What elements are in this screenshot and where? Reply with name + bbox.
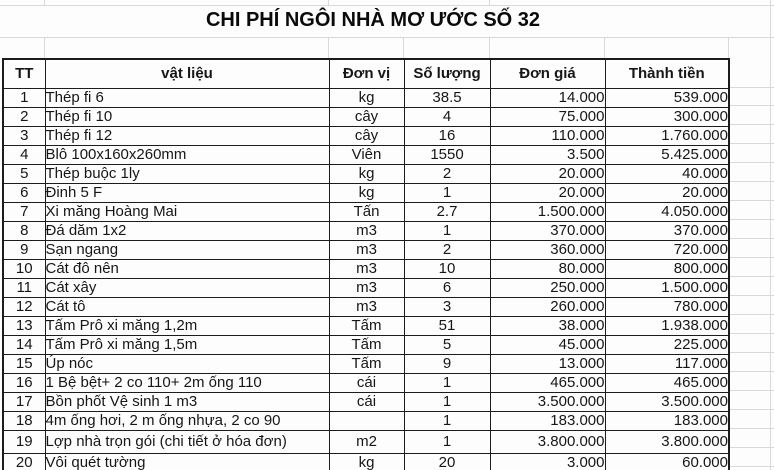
cell-total[interactable]: 1.760.000	[605, 126, 729, 145]
table-header	[3, 59, 729, 88]
col-header-total[interactable]: Thành tiền	[605, 59, 729, 88]
cell-unit[interactable]: cái	[329, 392, 404, 411]
table-row	[3, 259, 729, 278]
cell-material[interactable]: Cát xây	[45, 278, 329, 297]
gridline	[728, 37, 729, 58]
table-row	[3, 453, 729, 470]
cell-price[interactable]: 370.000	[490, 221, 605, 240]
cell-tt[interactable]: 14	[3, 335, 45, 354]
col-header-tt[interactable]: TT	[3, 59, 45, 88]
cell-unit[interactable]: m3	[329, 221, 404, 240]
cell-material[interactable]: Cát đô nên	[45, 259, 329, 278]
table-row	[3, 145, 729, 164]
cell-material[interactable]: Cát tô	[45, 297, 329, 316]
cell-material[interactable]: 4m ống hơi, 2 m ống nhựa, 2 co 90	[45, 411, 329, 430]
cell-material[interactable]: Tấm Prô xi măng 1,5m	[45, 335, 329, 354]
cell-qty[interactable]: 1	[404, 430, 490, 453]
cell-material[interactable]: Đinh 5 F	[45, 183, 329, 202]
gridline	[44, 37, 45, 58]
cell-total[interactable]: 465.000	[605, 373, 729, 392]
cell-unit[interactable]: kg	[329, 88, 404, 107]
cell-qty[interactable]: 9	[404, 354, 490, 373]
cell-total[interactable]: 720.000	[605, 240, 729, 259]
gridline	[44, 0, 45, 5]
cell-unit[interactable]: kg	[329, 164, 404, 183]
cell-total[interactable]: 3.500.000	[605, 392, 729, 411]
cell-total[interactable]: 800.000	[605, 259, 729, 278]
cell-total[interactable]: 780.000	[605, 297, 729, 316]
cell-material[interactable]: Blô 100x160x260mm	[45, 145, 329, 164]
cell-qty[interactable]: 1	[404, 373, 490, 392]
cell-material[interactable]: Bồn phốt Vệ sinh 1 m3	[45, 392, 329, 411]
gridline	[328, 0, 329, 5]
header-row	[3, 59, 729, 88]
cell-price[interactable]: 110.000	[490, 126, 605, 145]
cell-qty[interactable]: 5	[404, 335, 490, 354]
table-row	[3, 183, 729, 202]
gridline	[403, 37, 404, 58]
table-body	[3, 88, 729, 470]
cell-qty[interactable]: 2	[404, 240, 490, 259]
cell-tt[interactable]: 11	[3, 278, 45, 297]
col-header-quantity[interactable]: Số lượng	[404, 59, 490, 88]
cell-price[interactable]: 20.000	[490, 164, 605, 183]
cell-material[interactable]: Tấm Prô xi măng 1,2m	[45, 316, 329, 335]
cell-tt[interactable]: 17	[3, 392, 45, 411]
cell-material[interactable]: Thép fi 10	[45, 107, 329, 126]
table-row	[3, 392, 729, 411]
gridline	[489, 0, 490, 5]
table-row	[3, 354, 729, 373]
cell-qty[interactable]: 10	[404, 259, 490, 278]
cell-qty[interactable]: 1	[404, 183, 490, 202]
cell-price[interactable]: 465.000	[490, 373, 605, 392]
table-row	[3, 278, 729, 297]
cell-price[interactable]: 360.000	[490, 240, 605, 259]
gridline	[489, 37, 490, 58]
cell-tt[interactable]: 1	[3, 88, 45, 107]
cell-total[interactable]: 183.000	[605, 411, 729, 430]
cell-qty[interactable]: 20	[404, 453, 490, 470]
cell-material[interactable]: Xi măng Hoàng Mai	[45, 202, 329, 221]
table-row	[3, 88, 729, 107]
col-header-material[interactable]: vật liệu	[45, 59, 329, 88]
cell-unit[interactable]: Tấm	[329, 354, 404, 373]
cell-qty[interactable]: 38.5	[404, 88, 490, 107]
cell-tt[interactable]: 9	[3, 240, 45, 259]
table-row	[3, 221, 729, 240]
cell-material[interactable]: Thép buộc 1ly	[45, 164, 329, 183]
cell-unit[interactable]: m2	[329, 430, 404, 453]
cell-material[interactable]: Sạn ngang	[45, 240, 329, 259]
cell-unit[interactable]: Viên	[329, 145, 404, 164]
cell-unit[interactable]: Tấm	[329, 316, 404, 335]
cell-qty[interactable]: 1550	[404, 145, 490, 164]
cell-price[interactable]: 3.500.000	[490, 392, 605, 411]
cell-price[interactable]: 183.000	[490, 411, 605, 430]
cell-unit[interactable]: m3	[329, 297, 404, 316]
table-row	[3, 411, 729, 430]
cell-qty[interactable]: 6	[404, 278, 490, 297]
cell-unit[interactable]: Tấm	[329, 335, 404, 354]
cell-price[interactable]: 20.000	[490, 183, 605, 202]
cell-material[interactable]: Thép fi 12	[45, 126, 329, 145]
table-row	[3, 335, 729, 354]
cell-price[interactable]: 1.500.000	[490, 202, 605, 221]
cell-tt[interactable]: 3	[3, 126, 45, 145]
table-row	[3, 373, 729, 392]
gridline	[729, 87, 774, 470]
cell-price[interactable]: 3.800.000	[490, 430, 605, 453]
cell-total[interactable]: 4.050.000	[605, 202, 729, 221]
cell-unit[interactable]: m3	[329, 259, 404, 278]
cell-tt[interactable]: 5	[3, 164, 45, 183]
cell-price[interactable]: 14.000	[490, 88, 605, 107]
cell-tt[interactable]: 6	[3, 183, 45, 202]
table-row	[3, 316, 729, 335]
cell-price[interactable]: 260.000	[490, 297, 605, 316]
cell-material[interactable]: 1 Bệ bệt+ 2 co 110+ 2m ống 110	[45, 373, 329, 392]
cell-unit[interactable]	[329, 411, 404, 430]
cell-price[interactable]: 45.000	[490, 335, 605, 354]
cell-tt[interactable]: 16	[3, 373, 45, 392]
cell-total[interactable]: 370.000	[605, 221, 729, 240]
table-row	[3, 164, 729, 183]
cell-tt[interactable]: 20	[3, 453, 45, 470]
cell-total[interactable]: 1.938.000	[605, 316, 729, 335]
cell-total[interactable]: 117.000	[605, 354, 729, 373]
cell-price[interactable]: 3.000	[490, 453, 605, 470]
table-row	[3, 202, 729, 221]
cell-price[interactable]: 38.000	[490, 316, 605, 335]
table-row	[3, 107, 729, 126]
cell-material[interactable]: Lợp nhà trọn gói (chi tiết ở hóa đơn)	[45, 430, 329, 453]
cell-total[interactable]: 225.000	[605, 335, 729, 354]
gridline	[328, 37, 329, 58]
cell-material[interactable]: Úp nóc	[45, 354, 329, 373]
cost-table	[2, 58, 730, 470]
cell-unit[interactable]: cây	[329, 107, 404, 126]
cell-unit[interactable]: kg	[329, 453, 404, 470]
cell-total[interactable]: 5.425.000	[605, 145, 729, 164]
cell-qty[interactable]: 16	[404, 126, 490, 145]
cell-qty[interactable]: 4	[404, 107, 490, 126]
cell-price[interactable]: 3.500	[490, 145, 605, 164]
cell-tt[interactable]: 12	[3, 297, 45, 316]
cell-unit[interactable]: m3	[329, 278, 404, 297]
table-row	[3, 126, 729, 145]
cell-unit[interactable]: Tấn	[329, 202, 404, 221]
table-row	[3, 240, 729, 259]
cell-unit[interactable]: kg	[329, 183, 404, 202]
col-header-unit[interactable]: Đơn vị	[329, 59, 404, 88]
cell-price[interactable]: 13.000	[490, 354, 605, 373]
cell-price[interactable]: 250.000	[490, 278, 605, 297]
cell-tt[interactable]: 7	[3, 202, 45, 221]
table-row	[3, 297, 729, 316]
cell-qty[interactable]: 2.7	[404, 202, 490, 221]
cell-total[interactable]: 1.500.000	[605, 278, 729, 297]
cell-unit[interactable]: cái	[329, 373, 404, 392]
cell-material[interactable]: Vôi quét tường	[45, 453, 329, 470]
gridline	[0, 37, 774, 38]
cell-tt[interactable]: 2	[3, 107, 45, 126]
cell-qty[interactable]: 2	[404, 164, 490, 183]
cell-tt[interactable]: 19	[3, 430, 45, 453]
cell-unit[interactable]: m3	[329, 240, 404, 259]
cell-unit[interactable]: cây	[329, 126, 404, 145]
cell-qty[interactable]: 1	[404, 392, 490, 411]
cell-material[interactable]: Thép fi 6	[45, 88, 329, 107]
cell-qty[interactable]: 51	[404, 316, 490, 335]
sheet-title-cell[interactable]: CHI PHÍ NGÔI NHÀ MƠ ƯỚC SỐ 32	[205, 9, 541, 31]
cell-tt[interactable]: 18	[3, 411, 45, 430]
gridline	[604, 37, 605, 58]
cell-qty[interactable]: 3	[404, 297, 490, 316]
cell-total[interactable]: 60.000	[605, 453, 729, 470]
cell-total[interactable]: 3.800.000	[605, 430, 729, 453]
cell-price[interactable]: 80.000	[490, 259, 605, 278]
table-row	[3, 430, 729, 453]
cell-qty[interactable]: 1	[404, 221, 490, 240]
cell-tt[interactable]: 13	[3, 316, 45, 335]
cell-total[interactable]: 539.000	[605, 88, 729, 107]
cell-tt[interactable]: 10	[3, 259, 45, 278]
cell-tt[interactable]: 15	[3, 354, 45, 373]
cell-total[interactable]: 20.000	[605, 183, 729, 202]
cell-total[interactable]: 300.000	[605, 107, 729, 126]
col-header-unit-price[interactable]: Đơn giá	[490, 59, 605, 88]
cell-tt[interactable]: 4	[3, 145, 45, 164]
cell-qty[interactable]: 1	[404, 411, 490, 430]
cell-tt[interactable]: 8	[3, 221, 45, 240]
cell-total[interactable]: 40.000	[605, 164, 729, 183]
cell-price[interactable]: 75.000	[490, 107, 605, 126]
cell-material[interactable]: Đá dăm 1x2	[45, 221, 329, 240]
